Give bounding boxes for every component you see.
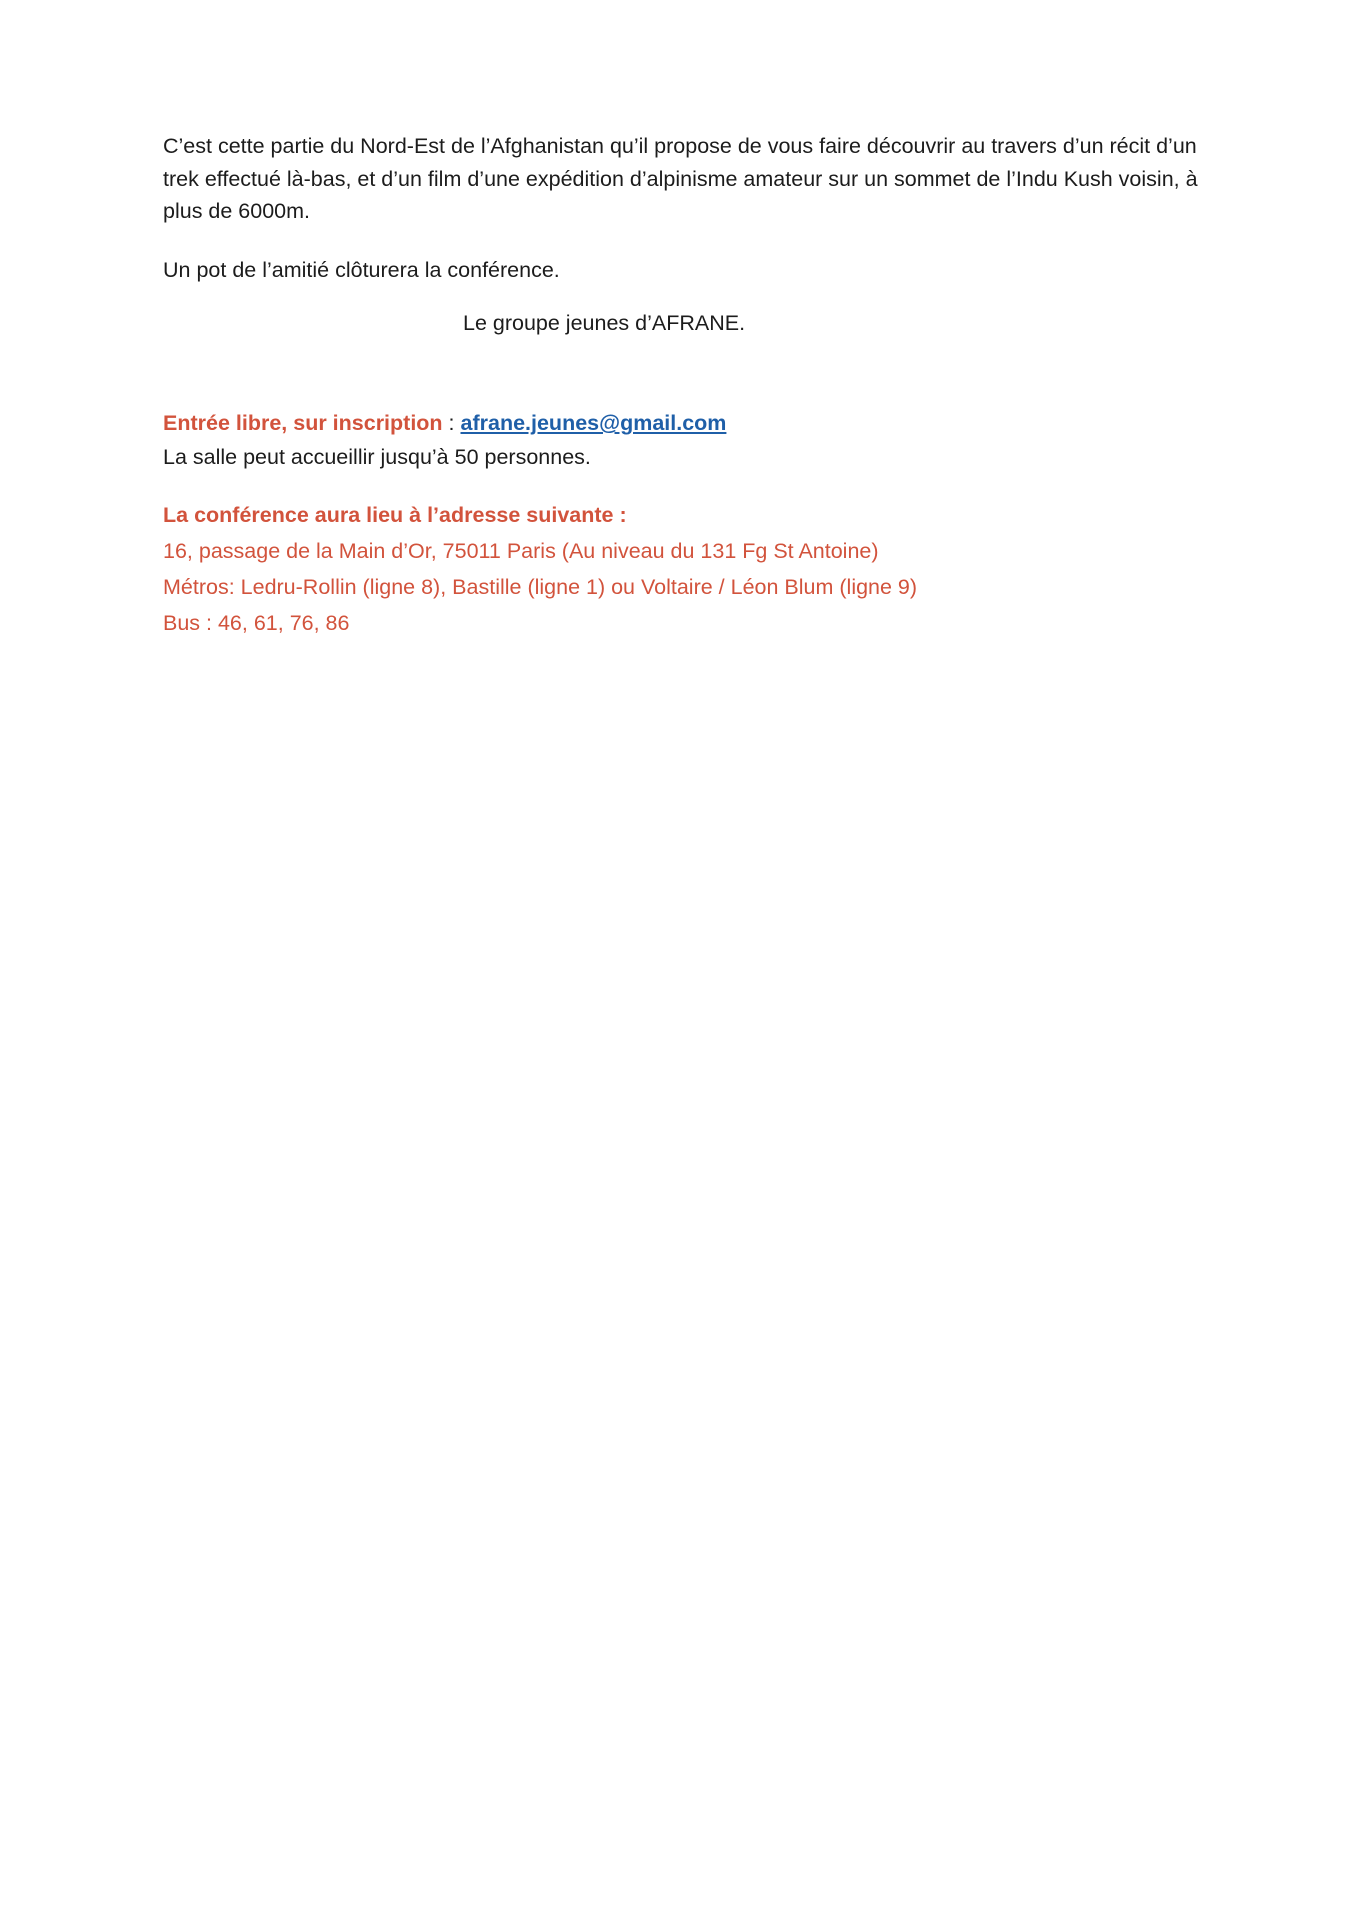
vertical-spacer bbox=[163, 339, 1198, 407]
registration-block bbox=[163, 407, 1198, 475]
block-gap bbox=[163, 475, 1198, 499]
venue-heading: La conférence aura lieu à l’adresse suivante : bbox=[163, 503, 627, 528]
venue-block bbox=[163, 499, 1198, 641]
paragraph-closing: Un pot de l’amitié clôturera la conférence. bbox=[163, 258, 560, 283]
document-body bbox=[163, 130, 1198, 641]
venue-address: 16, passage de la Main d’Or, 75011 Paris (Au niveau du 131 Fg St Antoine) bbox=[163, 539, 879, 564]
capacity-line: La salle peut accueillir jusqu’à 50 personnes. bbox=[163, 445, 591, 470]
registration-label: Entrée libre, sur inscription bbox=[163, 411, 443, 436]
registration-line bbox=[163, 407, 1198, 441]
registration-email-link[interactable]: afrane.jeunes@gmail.com bbox=[460, 411, 727, 436]
paragraph-intro: C’est cette partie du Nord-Est de l’Afghanistan qu’il propose de vous faire découvrir au travers d’un récit d’un trek effectué là-bas, et d’un film d’une expédition d’alpinisme amateur sur un sommet de l’Indu Kush voisin, à plus de 6000m. bbox=[163, 134, 1198, 224]
registration-separator: : bbox=[442, 411, 461, 436]
venue-bus: Bus : 46, 61, 76, 86 bbox=[163, 611, 350, 636]
venue-metro: Métros: Ledru-Rollin (ligne 8), Bastille (ligne 1) ou Voltaire / Léon Blum (ligne 9) bbox=[163, 575, 918, 600]
paragraph-signature: Le groupe jeunes d’AFRANE. bbox=[463, 310, 746, 335]
